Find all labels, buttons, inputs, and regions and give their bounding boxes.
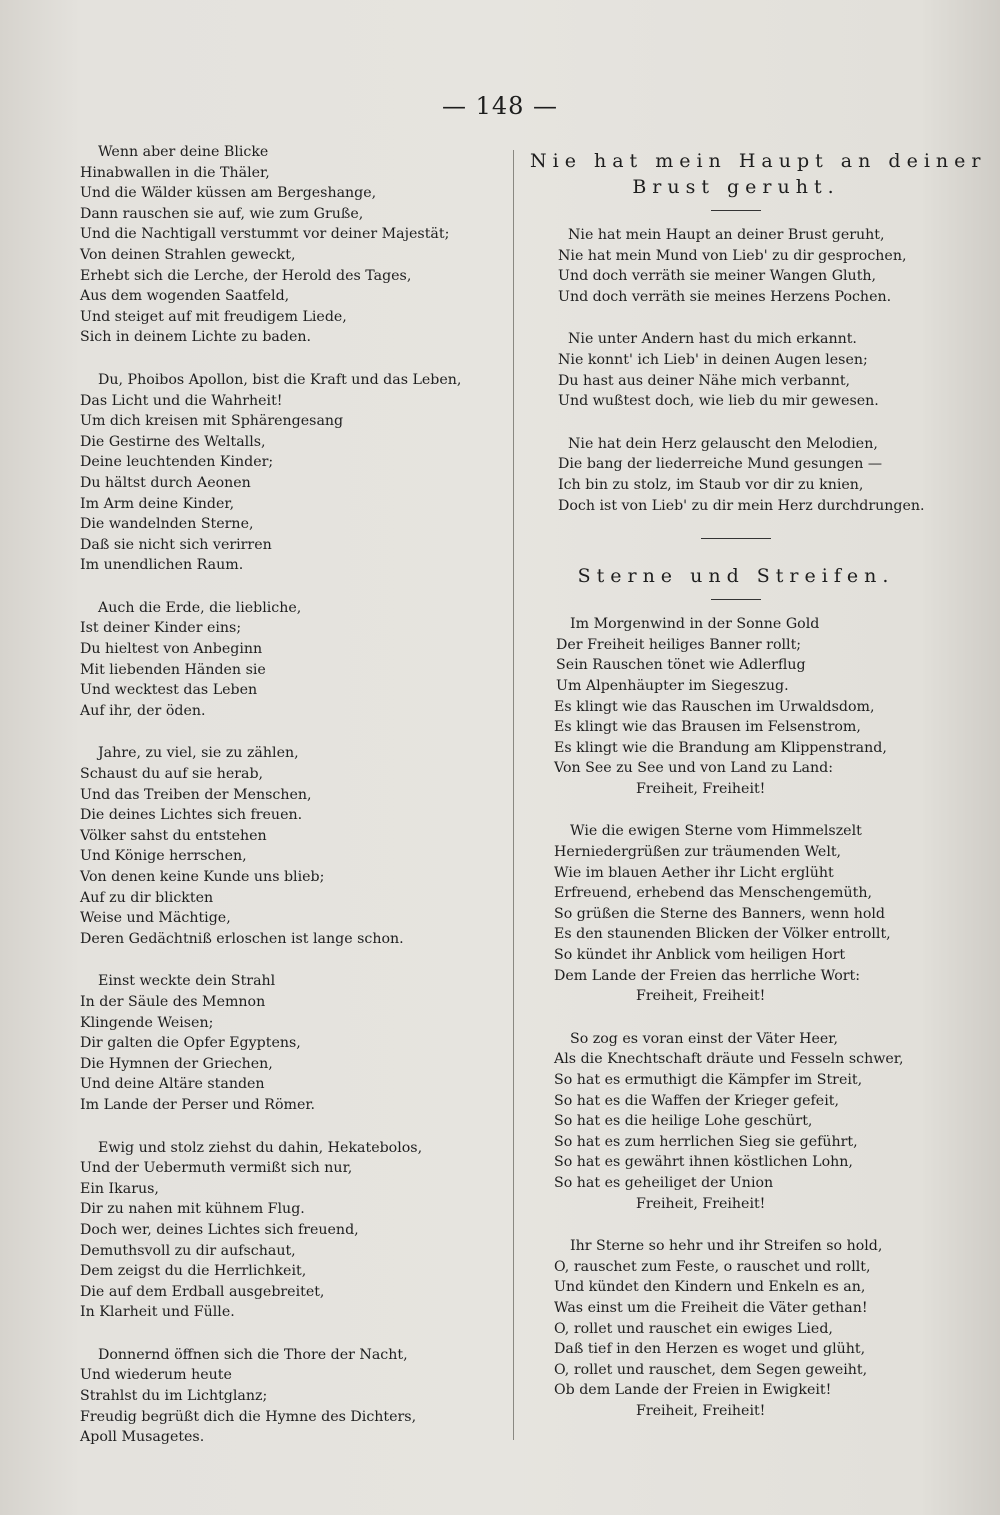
poem-body-sterne-und-streifen <box>530 614 942 1421</box>
verse-line: Die Hymnen der Griechen, <box>80 1055 273 1072</box>
verse-line: Dem zeigst du die Herrlichkeit, <box>80 1263 307 1280</box>
verse-line: Und das Treiben der Menschen, <box>80 786 312 803</box>
verse-line: Nie hat mein Haupt an deiner Brust geruht, <box>568 227 885 243</box>
title-rule <box>711 599 761 600</box>
verse-line: Erhebt sich die Lerche, der Herold des Tages, <box>80 267 412 284</box>
stanza <box>80 971 508 1115</box>
verse-line: Und der Uebermuth vermißt sich nur, <box>80 1160 353 1177</box>
verse-line: So hat es gewährt ihnen köstlichen Lohn, <box>554 1154 853 1171</box>
verse-line: Ist deiner Kinder eins; <box>80 620 242 637</box>
stanza <box>530 821 942 1006</box>
verse-line: Mit liebenden Händen sie <box>80 661 266 678</box>
stanza <box>80 1345 508 1448</box>
verse-line: Wie die ewigen Sterne vom Himmelszelt <box>570 823 862 840</box>
left-column <box>80 142 508 1470</box>
stanza <box>80 598 508 722</box>
verse-line: Nie hat mein Mund von Lieb' zu dir gesprochen, <box>558 247 907 264</box>
verse-line: Doch ist von Lieb' zu dir mein Herz durchdrungen. <box>558 497 925 514</box>
verse-line: Herniedergrüßen zur träumenden Welt, <box>554 844 842 861</box>
poem-body-nie-hat-mein-haupt <box>530 225 942 516</box>
verse-line: Dann rauschen sie auf, wie zum Gruße, <box>80 205 364 222</box>
verse-line: O, rollet und rauschet, dem Segen geweiht, <box>554 1361 868 1378</box>
stanza <box>530 225 942 307</box>
stanza <box>530 329 942 411</box>
verse-line: Der Freiheit heiliges Banner rollt; <box>556 636 802 653</box>
verse-line: Daß tief in den Herzen es woget und glüht, <box>554 1341 866 1358</box>
verse-line: Im Morgenwind in der Sonne Gold <box>570 616 820 633</box>
verse-line: Daß sie nicht sich verirren <box>80 536 272 553</box>
verse-line: Sich in deinem Lichte zu baden. <box>80 329 311 346</box>
verse-line: Und deine Altäre standen <box>80 1076 265 1093</box>
verse-line: Nie konnt' ich Lieb' in deinen Augen lesen; <box>558 351 868 368</box>
verse-line: Ewig und stolz ziehst du dahin, Hekatebolos, <box>98 1139 423 1156</box>
verse-line: Völker sahst du entstehen <box>80 827 267 844</box>
verse-line: Als die Knechtschaft dräute und Fesseln schwer, <box>554 1051 904 1068</box>
verse-line: Die auf dem Erdball ausgebreitet, <box>80 1283 325 1300</box>
verse-line: Und die Nachtigall verstummt vor deiner Majestät; <box>80 226 450 243</box>
verse-line: Apoll Musagetes. <box>80 1429 205 1446</box>
verse-line: Demuthsvoll zu dir aufschaut, <box>80 1242 296 1259</box>
verse-line: So hat es die Waffen der Krieger gefeit, <box>554 1092 839 1109</box>
verse-line: Dir galten die Opfer Egyptens, <box>80 1035 301 1052</box>
verse-line: In der Säule des Memnon <box>80 993 266 1010</box>
verse-line: Wie im blauen Aether ihr Licht erglüht <box>554 864 834 881</box>
verse-line: So zog es voran einst der Väter Heer, <box>570 1030 839 1047</box>
verse-line: Und wußtest doch, wie lieb du mir gewesen. <box>558 393 879 410</box>
verse-line: Freiheit, Freiheit! <box>636 780 766 797</box>
verse-line: Nie unter Andern hast du mich erkannt. <box>568 331 857 348</box>
verse-line: Du hieltest von Anbeginn <box>80 641 263 658</box>
verse-line: Freiheit, Freiheit! <box>636 1402 766 1419</box>
verse-line: Um Alpenhäupter im Siegeszug. <box>556 677 789 694</box>
stanza <box>530 1029 942 1214</box>
verse-line: Donnernd öffnen sich die Thore der Nacht, <box>98 1346 408 1363</box>
verse-line: Von See zu See und von Land zu Land: <box>554 760 833 777</box>
verse-line: Im Arm deine Kinder, <box>80 495 235 512</box>
verse-line: Nie hat dein Herz gelauscht den Melodien, <box>568 435 878 452</box>
verse-line: Strahlst du im Lichtglanz; <box>80 1388 268 1405</box>
verse-line: Von deinen Strahlen geweckt, <box>80 246 296 263</box>
poem-title-line: Brust geruht. <box>632 176 840 198</box>
verse-line: Und Könige herrschen, <box>80 848 247 865</box>
verse-line: Deine leuchtenden Kinder; <box>80 454 274 471</box>
verse-line: So hat es zum herrlichen Sieg sie geführt, <box>554 1133 858 1150</box>
right-column <box>530 142 987 1444</box>
poem-title-nie-hat-mein-haupt <box>530 148 987 200</box>
verse-line: Und doch verräth sie meiner Wangen Gluth, <box>558 268 877 285</box>
stanza <box>530 434 942 516</box>
verse-line: Klingende Weisen; <box>80 1014 214 1031</box>
stanza <box>530 614 942 799</box>
stanza <box>80 1138 508 1323</box>
verse-line: Freiheit, Freiheit! <box>636 988 766 1005</box>
verse-line: Es klingt wie das Brausen im Felsenstrom, <box>554 719 861 736</box>
verse-line: Ich bin zu stolz, im Staub vor dir zu knien, <box>558 476 864 493</box>
verse-line: O, rauschet zum Feste, o rauschet und rollt, <box>554 1258 871 1275</box>
verse-line: Du hast aus deiner Nähe mich verbannt, <box>558 372 851 389</box>
verse-line: Doch wer, deines Lichtes sich freuend, <box>80 1221 359 1238</box>
verse-line: Die wandelnden Sterne, <box>80 516 254 533</box>
column-divider <box>513 150 514 1440</box>
verse-line: Ihr Sterne so hehr und ihr Streifen so hold, <box>570 1238 883 1255</box>
verse-line: Weise und Mächtige, <box>80 910 231 927</box>
verse-line: Und steiget auf mit freudigem Liede, <box>80 308 347 325</box>
verse-line: Sein Rauschen tönet wie Adlerflug <box>556 657 806 674</box>
verse-line: Hinabwallen in die Thäler, <box>80 164 270 181</box>
verse-line: So grüßen die Sterne des Banners, wenn hold <box>554 905 885 922</box>
verse-line: Dir zu nahen mit kühnem Flug. <box>80 1201 305 1218</box>
verse-line: Schaust du auf sie herab, <box>80 766 264 783</box>
verse-line: Auf ihr, der öden. <box>80 702 206 719</box>
verse-line: Und wiederum heute <box>80 1367 232 1384</box>
verse-line: Und die Wälder küssen am Bergeshange, <box>80 185 377 202</box>
verse-line: So hat es geheiliget der Union <box>554 1174 774 1191</box>
verse-line: Du hältst durch Aeonen <box>80 474 251 491</box>
verse-line: Und kündet den Kindern und Enkeln es an, <box>554 1279 866 1296</box>
verse-line: Du, Phoibos Apollon, bist die Kraft und das Leben, <box>98 371 462 388</box>
verse-line: Auch die Erde, die liebliche, <box>98 599 302 616</box>
verse-line: Es den staunenden Blicken der Völker entrollt, <box>554 926 891 943</box>
poem-title-line: Nie hat mein Haupt an deiner <box>530 150 987 172</box>
verse-line: Es klingt wie das Rauschen im Urwaldsdom, <box>554 698 875 715</box>
stanza <box>80 142 508 348</box>
verse-line: In Klarheit und Fülle. <box>80 1304 235 1321</box>
verse-line: Im Lande der Perser und Römer. <box>80 1096 316 1113</box>
verse-line: Deren Gedächtniß erloschen ist lange schon. <box>80 930 404 947</box>
poem-title-sterne-und-streifen: Sterne und Streifen. <box>577 565 895 588</box>
verse-line: Was einst um die Freiheit die Väter gethan! <box>554 1299 868 1316</box>
verse-line: Die Gestirne des Weltalls, <box>80 433 266 450</box>
verse-line: Freiheit, Freiheit! <box>636 1195 766 1212</box>
verse-line: Um dich kreisen mit Sphärengesang <box>80 413 344 430</box>
verse-line: So hat es die heilige Lohe geschürt, <box>554 1113 813 1130</box>
title-rule <box>711 210 761 211</box>
verse-line: Freudig begrüßt dich die Hymne des Dichters, <box>80 1408 417 1425</box>
verse-line: Von denen keine Kunde uns blieb; <box>80 869 325 885</box>
verse-line: Im unendlichen Raum. <box>80 557 244 574</box>
verse-line: Ob dem Lande der Freien in Ewigkeit! <box>554 1382 832 1399</box>
verse-line: Auf zu dir blickten <box>80 889 214 906</box>
section-divider-rule <box>701 538 771 539</box>
verse-line: Einst weckte dein Strahl <box>98 973 276 990</box>
verse-line: Und wecktest das Leben <box>80 682 258 699</box>
verse-line: O, rollet und rauschet ein ewiges Lied, <box>554 1320 833 1337</box>
verse-line: Es klingt wie die Brandung am Klippenstrand, <box>554 739 887 756</box>
verse-line: Die deines Lichtes sich freuen. <box>80 807 303 824</box>
verse-line: Erfreuend, erhebend das Menschengemüth, <box>554 885 872 902</box>
page-number: — 148 — <box>441 92 559 120</box>
verse-line: Aus dem wogenden Saatfeld, <box>80 288 290 305</box>
stanza <box>80 743 508 949</box>
verse-line: Und doch verräth sie meines Herzens Pochen. <box>558 288 892 305</box>
stanza <box>80 370 508 576</box>
verse-line: Ein Ikarus, <box>80 1180 159 1197</box>
verse-line: Das Licht und die Wahrheit! <box>80 392 283 409</box>
verse-line: Wenn aber deine Blicke <box>98 144 269 160</box>
stanza <box>530 1236 942 1421</box>
verse-line: So hat es ermuthigt die Kämpfer im Streit, <box>554 1072 863 1088</box>
verse-line: So kündet ihr Anblick vom heiligen Hort <box>554 947 846 964</box>
verse-line: Dem Lande der Freien das herrliche Wort: <box>554 967 861 984</box>
verse-line: Jahre, zu viel, sie zu zählen, <box>98 745 299 762</box>
verse-line: Die bang der liederreiche Mund gesungen — <box>558 456 883 473</box>
